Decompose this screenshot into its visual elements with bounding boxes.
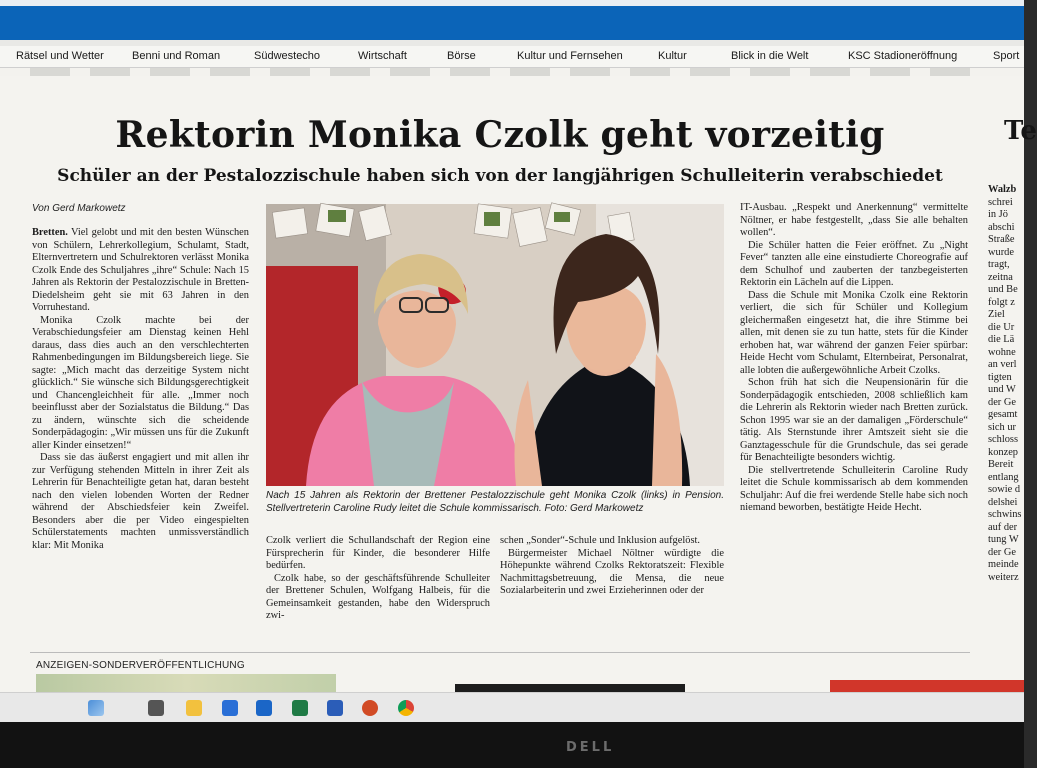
adjacent-article-line: delshei bbox=[988, 496, 1018, 508]
adjacent-article-line: wohne bbox=[988, 346, 1016, 358]
store-icon[interactable] bbox=[222, 700, 238, 716]
adjacent-article-line: und W bbox=[988, 384, 1016, 395]
article-column-4 bbox=[740, 202, 968, 634]
task-view-icon[interactable] bbox=[148, 700, 164, 716]
adjacent-article-line: entlang bbox=[988, 471, 1019, 483]
article-column-3 bbox=[500, 535, 724, 645]
nav-item-sport[interactable]: Sport bbox=[993, 50, 1020, 62]
nav-item-benni[interactable]: Benni und Roman bbox=[132, 50, 221, 62]
adjacent-article-line: Bereit bbox=[988, 459, 1014, 470]
paragraph: Czolk verliert die Schullandschaft der Region eine Fürsprecherin für Kinder, die besonderer Hilfe bedürfen. bbox=[266, 535, 490, 571]
nav-item-wirtschaft[interactable]: Wirtschaft bbox=[358, 50, 407, 62]
windows-taskbar bbox=[0, 692, 1024, 722]
paragraph: schen „Sonder“-Schule und Inklusion aufgelöst. bbox=[500, 535, 700, 546]
divider bbox=[30, 652, 970, 653]
paragraph: Dass sie das äußerst engagiert und mit allen ihr zur Verfügung stehenden Mitteln in ihrer Zeit als Lehrerin für Benachteiligte getan hat, daran besteht nach den vielen lobenden Worten der Redner während der Abschiedsfeier kein Zweifel. Besonders aber die per Video eingespielten Schülerstatements machten unmissverständlich klar: Mit Monika bbox=[32, 452, 249, 551]
newspaper-page bbox=[0, 76, 1037, 696]
adjacent-article-line: meinde bbox=[988, 559, 1019, 570]
monitor-brand-logo: DELL bbox=[566, 740, 615, 755]
nav-item-kultur[interactable]: Kultur bbox=[658, 50, 687, 62]
adjacent-article-line: zeitna bbox=[988, 271, 1013, 283]
paragraph: IT-Ausbau. „Respekt und Anerkennung“ vermittelte Nöltner, er habe festgestellt, „dass Sie alle behalten wollen“. bbox=[740, 202, 968, 238]
section-navigation bbox=[0, 46, 1024, 68]
adjacent-article-line: in Jö bbox=[988, 209, 1008, 220]
paragraph: Monika Czolk machte bei der Verabschiedungsfeier am Dienstag keinen Hehl daraus, dass dies auch an den verschlechterten Rahmenbedingungen im Bildungsbereich liege. Sie sagte: „Mich macht das derzeitige System nicht glücklich.“ Sie wünsche sich Bildungsgerechtigkeit und Chancengleichheit für alle. „Immer noch beeinflusst aber der Sozialstatus die Bildung.“ Das zu ändern, wünschte sich die scheidende Sonderpädagogin: „Wir müssen uns für die Zukunft aller Kinder einsetzen!“ bbox=[32, 314, 249, 451]
faded-text-line bbox=[30, 68, 990, 76]
article-byline: Von Gerd Markowetz bbox=[32, 203, 126, 214]
chrome-icon[interactable] bbox=[398, 700, 414, 716]
adjacent-article-line: der Ge bbox=[988, 546, 1016, 558]
photo-illustration bbox=[266, 204, 724, 486]
adjacent-article-fragment bbox=[988, 184, 1024, 638]
paragraph: Die stellvertretende Schulleiterin Caroline Rudy leitet die Schule kommissarisch ab dem kommenden Schuljahr: Auf die frei werdende Stelle habe sich noch niemand beworben, bestätigte Heide Hecht. bbox=[740, 464, 968, 513]
mail-icon[interactable] bbox=[256, 700, 272, 716]
adjacent-headline-fragment: Te bbox=[1004, 116, 1037, 146]
adjacent-article-line: der Ge bbox=[988, 396, 1016, 408]
adjacent-article-line: wurde bbox=[988, 246, 1014, 258]
nav-item-kultur-fernsehen[interactable]: Kultur und Fernsehen bbox=[517, 50, 623, 62]
paragraph: Viel gelobt und mit den besten Wünschen von Schülern, Lehrerkollegium, Schulamt, Stadt, Elternvertretern und Schulrektoren verlässt Monika Czolk Ende des Schuljahres „ihre“ Schule: Nach 15 Jahren als Rektorin der Pestalozzischule in Bretten-Diedelsheim geht sie mit 63 Jahren in den Vorruhestand. bbox=[32, 227, 249, 313]
nav-item-blick-welt[interactable]: Blick in die Welt bbox=[731, 50, 809, 62]
paragraph: Schon früh hat sich die Neupensionärin für die Sonderpädagogik entschieden, 2008 schließlich kam die Lehrerin als Rektorin wieder nach Bretten zurück. Schon 1995 war sie an der damaligen „Förderschule“ tätig. Als Sternstunde ihrer Amtszeit sieht sie die Ganztagesschule für die Grundschule, das sei gerade für Benachteiligte besonders wichtig. bbox=[740, 377, 968, 463]
adjacent-article-line: die Ur bbox=[988, 321, 1015, 333]
article-subheadline: Schüler an der Pestalozzischule haben sich von der langjährigen Schulleiterin verabschiedet bbox=[57, 166, 943, 186]
adjacent-article-line: weiterz bbox=[988, 571, 1019, 583]
article-column-1 bbox=[32, 227, 249, 621]
excel-icon[interactable] bbox=[292, 700, 308, 716]
nav-item-boerse[interactable]: Börse bbox=[447, 50, 476, 62]
adjacent-article-line: auf der bbox=[988, 521, 1018, 533]
adjacent-article-line: Ziel bbox=[988, 309, 1005, 320]
file-explorer-icon[interactable] bbox=[186, 700, 202, 716]
word-icon[interactable] bbox=[327, 700, 343, 716]
browser-header-bar bbox=[0, 0, 1024, 46]
adjacent-article-line: schrei bbox=[988, 196, 1013, 208]
nav-item-ksc[interactable]: KSC Stadioneröffnung bbox=[848, 50, 958, 62]
adjacent-article-line: sowie d bbox=[988, 484, 1021, 495]
paragraph: Dass die Schule mit Monika Czolk eine Rektorin verliert, die sich für Schüler und Kollegium gleichermaßen eingesetzt hat, die ihre Stimme bei allen, mit denen sie zu tun hatte, stets für die Kinder erhoben hat, war während der ganzen Feier spürbar: Heide Hecht vom Schulamt, Elternbeirat, Personalrat, alle lobten die außergewöhnliche Arbeit Czolks. bbox=[740, 289, 968, 376]
adjacent-article-line: schloss bbox=[988, 434, 1019, 445]
monitor-bezel bbox=[0, 722, 1024, 768]
adjacent-article-line: Walzb bbox=[988, 184, 1017, 195]
adjacent-article-line: die Lä bbox=[988, 334, 1015, 345]
photo-caption: Nach 15 Jahren als Rektorin der Brettener Pestalozzischule geht Monika Czolk (links) in Pension. Stellvertreterin Caroline Rudy leitet die Schule kommissarisch. Foto: Gerd Markowetz bbox=[266, 490, 724, 514]
nav-item-suedwestecho[interactable]: Südwestecho bbox=[254, 50, 321, 62]
ad-section-label: ANZEIGEN-SONDERVERÖFFENTLICHUNG bbox=[36, 660, 245, 671]
adjacent-article-line: an verl bbox=[988, 359, 1017, 370]
paragraph: Bürgermeister Michael Nöltner würdigte die Höhepunkte während Czolks Rektoratszeit: Flexible Nachmittagsbetreuung, die Mensa, die neue Sozialarbeiterin und zwei Erzieherinnen oder der bbox=[500, 547, 724, 596]
adjacent-article-line: tung W bbox=[988, 534, 1019, 545]
adjacent-article-line: abschi bbox=[988, 221, 1015, 233]
nav-item-raetsel[interactable]: Rätsel und Wetter bbox=[16, 50, 104, 62]
adjacent-article-line: schwins bbox=[988, 509, 1022, 520]
article-photo bbox=[266, 204, 724, 486]
dateline: Bretten. bbox=[32, 227, 68, 238]
adjacent-article-line: Straße bbox=[988, 234, 1015, 245]
adjacent-article-line: konzep bbox=[988, 446, 1019, 458]
adjacent-article-line: tragt, bbox=[988, 259, 1010, 270]
widgets-icon[interactable] bbox=[88, 700, 104, 716]
adjacent-article-line: sich ur bbox=[988, 421, 1016, 433]
article-headline: Rektorin Monika Czolk geht vorzeitig bbox=[115, 114, 885, 156]
powerpoint-icon[interactable] bbox=[362, 700, 378, 716]
adjacent-article-line: tigten bbox=[988, 371, 1012, 383]
adjacent-article-line: und Be bbox=[988, 284, 1018, 295]
adjacent-article-line: folgt z bbox=[988, 296, 1015, 308]
paragraph: Die Schüler hatten die Feier eröffnet. Zu „Night Fever“ tanzten alle eine einstudierte Choreografie auf dem Schulhof und zauberten der tanzbegeisterten Rektorin ein Lächeln auf die Lippen. bbox=[740, 239, 968, 288]
paragraph: Czolk habe, so der geschäftsführende Schulleiter der Brettener Schulen, Wolfgang Halbeis, für die Gemeinsamkeit gestanden, habe den Widerspruch zwi- bbox=[266, 572, 490, 621]
article-column-2 bbox=[266, 535, 490, 645]
adjacent-article-line: gesamt bbox=[988, 409, 1018, 420]
